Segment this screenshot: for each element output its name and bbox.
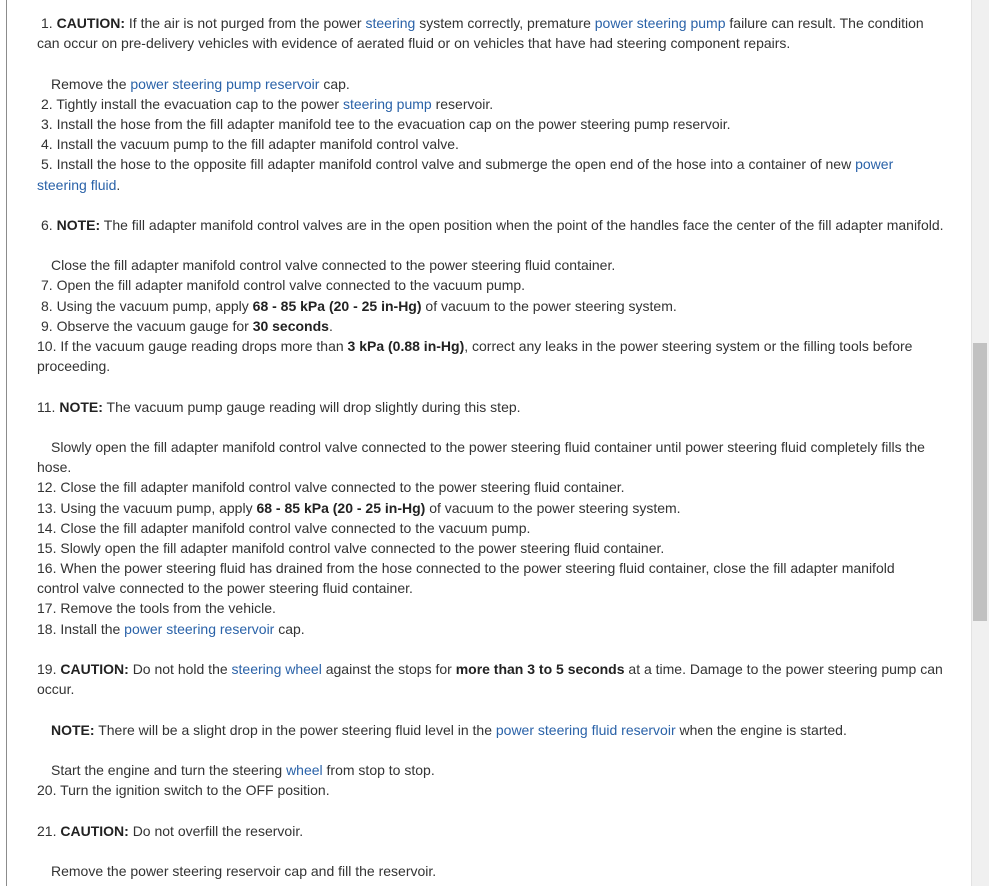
step-text: . — [116, 176, 121, 193]
step-7: 7. Open the fill adapter manifold control valve connected to the vacuum pump. — [41, 277, 526, 294]
step-text: against the stops for — [325, 661, 452, 677]
step-text: There will be a slight drop in the power steering fluid level in the — [98, 721, 492, 738]
step-14: 14. Close the fill adapter manifold control valve connected to the vacuum pump. — [37, 519, 531, 536]
spacer — [37, 195, 962, 215]
step-number: 19. — [37, 661, 57, 677]
step-text: 10. If the vacuum gauge reading drops more than — [37, 338, 344, 354]
link-wheel[interactable]: wheel — [286, 761, 323, 778]
link-power-steering-pump[interactable]: power steering pump — [594, 15, 726, 31]
step-text: Do not overfill the reservoir. — [132, 822, 304, 839]
step-text: at a time. Damage to the power steering pump can — [628, 661, 943, 677]
caution-label: CAUTION: — [60, 822, 129, 839]
note-label: NOTE: — [59, 398, 103, 415]
step-6-sub: Close the fill adapter manifold control valve connected to the power steering fluid container. — [51, 257, 616, 274]
step-11 — [37, 397, 962, 417]
step-4: 4. Install the vacuum pump to the fill adapter manifold control valve. — [41, 136, 459, 153]
step-12: 12. Close the fill adapter manifold control valve connected to the power steering fluid container. — [37, 479, 625, 496]
procedure-steps — [37, 13, 962, 881]
spacer — [37, 235, 962, 255]
step-3: 3. Install the hose from the fill adapter manifold tee to the evacuation cap on the power steering pump reservoir. — [41, 115, 731, 132]
step-text: Remove the — [51, 75, 127, 92]
step-text: reservoir. — [435, 95, 494, 112]
vacuum-spec: 68 - 85 kPa (20 - 25 in-Hg) — [256, 499, 426, 516]
step-text: Do not hold the — [132, 661, 228, 677]
step-5-line-2 — [37, 175, 962, 195]
note-label: NOTE: — [56, 216, 101, 233]
step-text: 2. Tightly install the evacuation cap to the power — [41, 95, 340, 112]
step-text: Start the engine and turn the steering — [51, 761, 283, 778]
leak-spec: 3 kPa (0.88 in-Hg) — [347, 338, 465, 354]
spacer — [37, 740, 962, 760]
link-power-steering-reservoir[interactable]: power steering reservoir — [124, 620, 275, 637]
link-steering-pump[interactable]: steering pump — [342, 95, 432, 112]
step-6 — [37, 215, 962, 235]
step-5-line-1 — [37, 154, 962, 174]
link-power-steering-fluid-b[interactable]: steering fluid — [37, 176, 117, 193]
step-2 — [37, 94, 962, 114]
step-11-sub-line-1: Slowly open the fill adapter manifold control valve connected to the power steering fluid container until power steering fluid completely fills the — [51, 438, 925, 455]
spacer — [37, 53, 962, 73]
caution-label: CAUTION: — [60, 661, 129, 677]
step-text: system correctly, premature — [419, 15, 591, 31]
step-16-line-2: control valve connected to the power steering fluid container. — [37, 580, 413, 597]
step-20: 20. Turn the ignition switch to the OFF position. — [37, 782, 330, 799]
step-19-note — [37, 720, 962, 740]
vacuum-spec: 68 - 85 kPa (20 - 25 in-Hg) — [252, 297, 422, 314]
spacer — [37, 376, 962, 396]
step-18 — [37, 619, 962, 639]
step-number: 6. — [41, 216, 53, 233]
spacer — [37, 800, 962, 820]
scrollbar-thumb[interactable] — [973, 343, 987, 621]
time-limit: more than 3 to 5 seconds — [455, 661, 625, 677]
step-15: 15. Slowly open the fill adapter manifold control valve connected to the power steering fluid container. — [37, 539, 665, 556]
step-21 — [37, 821, 962, 841]
step-text: cap. — [323, 75, 350, 92]
step-19-line-2: occur. — [37, 681, 75, 698]
step-text: The fill adapter manifold control valves are in the open position when the point of the handles face the center of the fill adapter manifold. — [103, 216, 944, 233]
step-1-sub — [37, 74, 962, 94]
spacer — [37, 417, 962, 437]
spacer — [37, 841, 962, 861]
step-text: from stop to stop. — [326, 761, 435, 778]
spacer — [37, 699, 962, 719]
step-number: 1. — [41, 15, 53, 31]
step-text: 8. Using the vacuum pump, apply — [41, 297, 249, 314]
step-17: 17. Remove the tools from the vehicle. — [37, 600, 276, 617]
step-number: 11. — [37, 398, 56, 415]
step-19-line-1 — [37, 659, 962, 679]
step-text: cap. — [278, 620, 305, 637]
step-text: 5. Install the hose to the opposite fill adapter manifold control valve and submerge the open end of the hose into a container of new — [41, 156, 852, 173]
link-power-steering-pump-reservoir[interactable]: power steering pump reservoir — [130, 75, 320, 92]
step-number: 21. — [37, 822, 57, 839]
left-border — [6, 0, 7, 886]
step-text: The vacuum pump gauge reading will drop slightly during this step. — [106, 398, 521, 415]
link-power-steering-fluid-reservoir[interactable]: power steering fluid reservoir — [495, 721, 676, 738]
link-steering-wheel[interactable]: steering wheel — [231, 661, 322, 677]
spacer — [37, 639, 962, 659]
link-steering[interactable]: steering — [365, 15, 416, 31]
step-text: , correct any leaks in the power steering system or the filling tools before — [464, 338, 913, 354]
step-19-sub — [37, 760, 962, 780]
step-13 — [37, 498, 962, 518]
link-power-steering-fluid-a[interactable]: power — [855, 156, 894, 173]
step-text: of vacuum to the power steering system. — [429, 499, 681, 516]
caution-label: CAUTION: — [56, 15, 126, 31]
step-16-line-1: 16. When the power steering fluid has drained from the hose connected to the power steering fluid container, close the fill adapter manifold — [37, 560, 895, 577]
step-1-line-2: can occur on pre-delivery vehicles with evidence of aerated fluid or on vehicles that have had steering component repairs. — [37, 35, 791, 52]
duration-spec: 30 seconds — [252, 317, 329, 334]
step-1-line-1 — [37, 13, 962, 33]
step-10-line-2: proceeding. — [37, 358, 111, 375]
step-text: 13. Using the vacuum pump, apply — [37, 499, 253, 516]
step-8 — [37, 296, 962, 316]
note-label: NOTE: — [51, 721, 95, 738]
step-10-line-1 — [37, 336, 962, 356]
step-text: failure can result. The condition — [729, 15, 924, 31]
step-text: 9. Observe the vacuum gauge for — [41, 317, 249, 334]
step-11-sub-line-2: hose. — [37, 459, 72, 476]
step-text: when the engine is started. — [679, 721, 847, 738]
step-21-sub: Remove the power steering reservoir cap and fill the reservoir. — [51, 862, 437, 879]
step-9 — [37, 316, 962, 336]
step-text: 18. Install the — [37, 620, 121, 637]
step-text: If the air is not purged from the power — [128, 15, 362, 31]
step-text: of vacuum to the power steering system. — [425, 297, 677, 314]
step-text: . — [328, 317, 333, 334]
